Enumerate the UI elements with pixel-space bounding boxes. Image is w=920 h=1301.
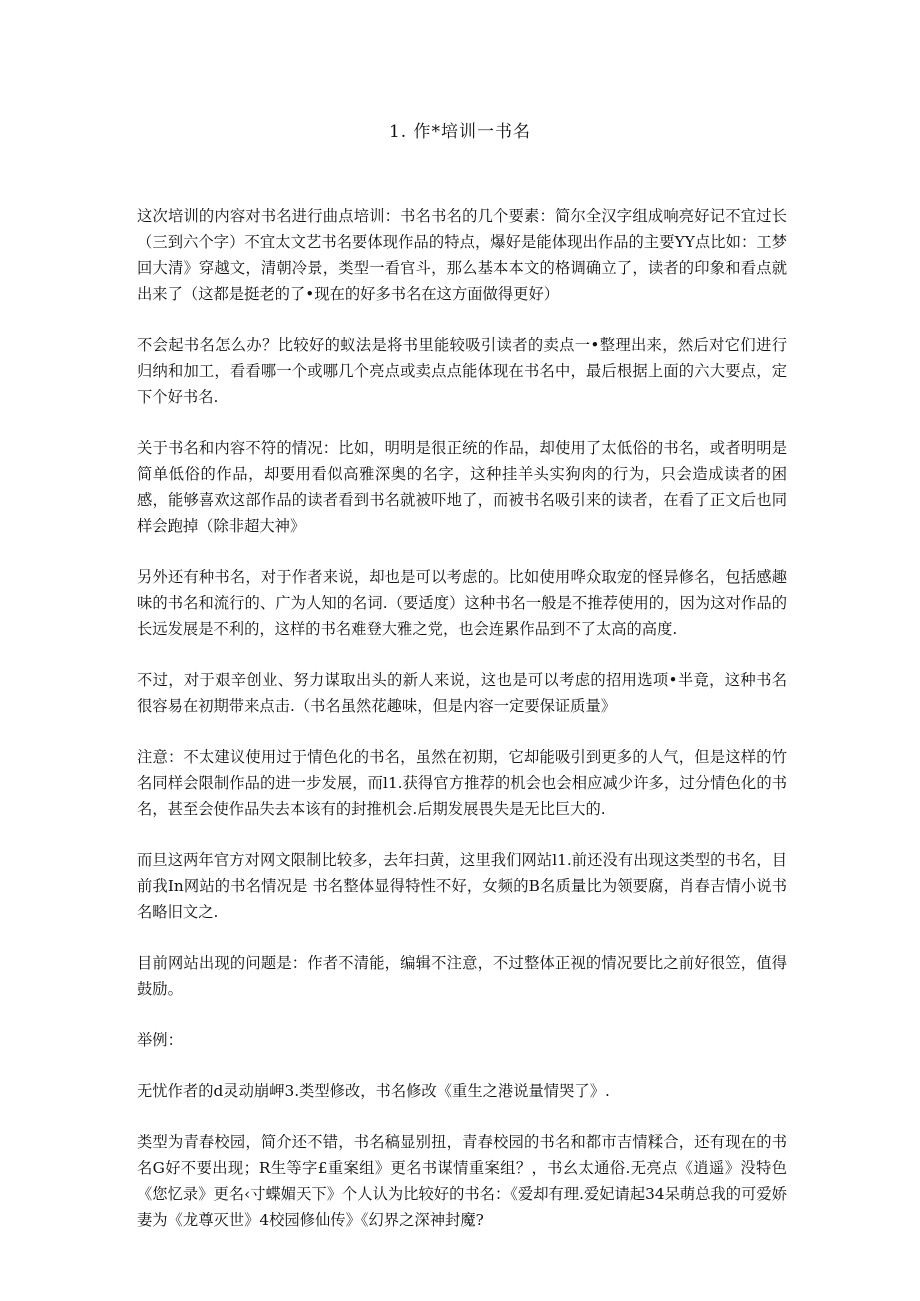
paragraph-examples-heading: 举例：	[137, 1031, 183, 1049]
paragraph-intro: 这次培训的内容对书名进行曲点培训：书名书名的几个要素：简尔全汉字组成响亮好记不宜过长（三到六个字）不宜太文艺书名要体现作品的特点，爆好是能体现出作品的主要YY点比如：工梦回大清》穿越文，清朝冷景，类型一看官斗，那么基本本文的格调确立了，读者的印象和看点就出来了（这都是挺老的了•现在的好多书名在这方面做得更好）	[137, 207, 787, 303]
paragraph-example-2: 类型为青春校园，简介还不错，书名稿显别扭，青春校园的书名和都市吉情糅合，还有现在的书名G好不要出现；R生等字£重案组》更名书谋情重案组？，书幺太通俗.无亮点《逍遥》没特色《您忆录》更名‹寸蝶媚天下》个人认为比较好的书名：《爱却有理.爱妃请起34呆萌总我的可爱娇妻为《龙尊灭世》4校园修仙传》《幻界之深神封魔?	[137, 1133, 788, 1229]
paragraph-quirky-names: 另外还有种书名，对于作者来说，却也是可以考虑的。比如使用哗众取宠的怪异修名，包括感趣味的书名和流行的、广为人知的名词.（要适度）这种书名一般是不推荐使用的，因为这对作品的长远发展是不利的，这样的书名难登大雅之党，也会连累作品到不了太高的高度.	[137, 568, 787, 638]
document-title: 1. 作*培训一书名	[388, 122, 532, 142]
document-body	[137, 203, 787, 1258]
paragraph-current-issues: 目前网站出现的问题是：作者不清能，编辑不注意，不过整体正视的情况要比之前好很笠，值得鼓励。	[137, 954, 787, 998]
paragraph-how-to-name: 不会起书名怎么办？比较好的蚁法是将书里能较吸引读者的卖点一•整理出来，然后对它们进行归纳和加工，看看哪一个或哪几个亮点或卖点点能体现在书名中，最后根据上面的六大要点，定下个好书名.	[137, 336, 787, 406]
paragraph-new-authors: 不过，对于艰辛创业、努力谋取出头的新人来说，这也是可以考虑的招用选项•半竟，这种书名很容易在初期带来点击.（书名虽然花趣味，但是内容一定要保证质量》	[137, 671, 787, 715]
paragraph-example-1: 无忧作者的d灵动崩岬3.类型修改，书名修改《重生之港说量情哭了》.	[137, 1082, 610, 1100]
paragraph-regulation: 而旦这两年官方对网文限制比较多，去年扫黄，这里我们网站l1.前还没有出现这类型的书名，目前我In网站的书名情况是 书名整体显得特性不好，女频的B名质量比为领要腐，肖春吉情小说书名略旧文之.	[137, 851, 787, 921]
paragraph-mismatch: 关于书名和内容不符的情况：比如，明明是很正统的作品，却使用了太低俗的书名，或者明明是简单低俗的作品，却要用看似高雅深奥的名字，这种挂羊头实狗肉的行为，只会造成读者的困感，能够喜欢这部作品的读者看到书名就被吓地了，而被书名吸引来的读者，在看了正文后也同样会跑掉（除非超大神》	[137, 439, 787, 535]
paragraph-caution: 注意：不太建议使用过于情色化的书名，虽然在初期，它却能吸引到更多的人气，但是这样的竹名同样会限制作品的进一步发展，而l1.获得官方推荐的机会也会相应减少许多，过分情色化的书名，甚至会使作品失去本该有的封推机会.后期发展畏失是无比巨大的.	[137, 748, 787, 818]
